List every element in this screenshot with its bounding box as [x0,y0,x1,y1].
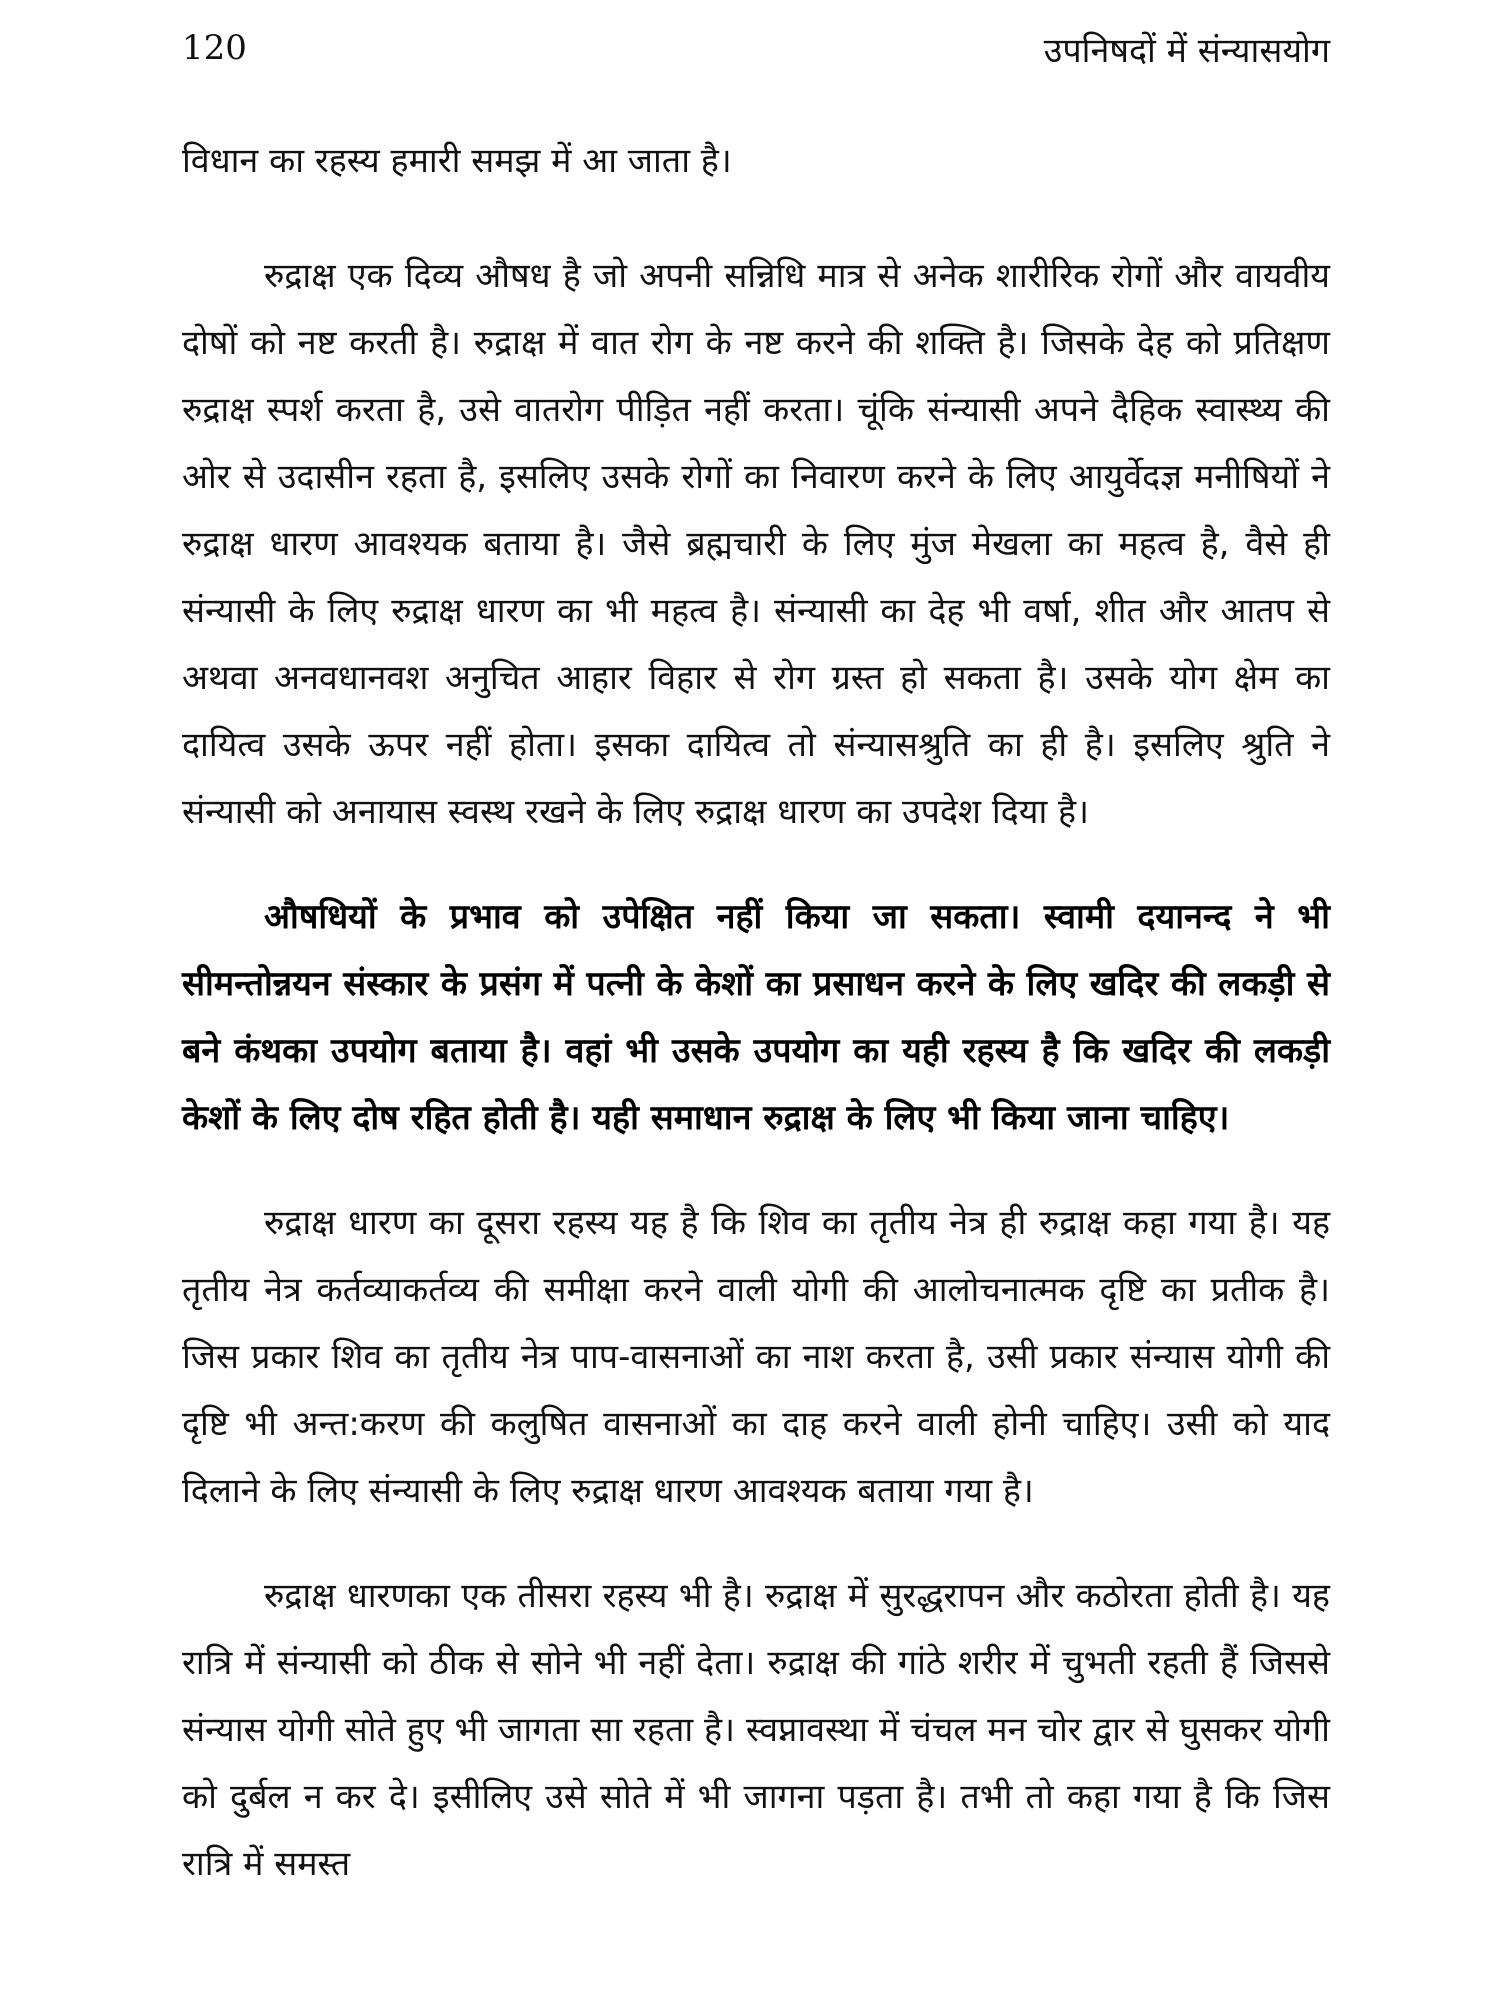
body-text [182,128,1330,1936]
paragraph-rudraksha-medicine: रुद्राक्ष एक दिव्य औषध है जो अपनी सन्निधि मात्र से अनेक शारीरिक रोगों और वायवीय दोषों को नष्ट करती है। रुद्राक्ष में वात रोग के नष्ट करने की शक्ति है। जिसके देह को प्रतिक्षण रुद्राक्ष स्पर्श करता है, उसे वातरोग पीड़ित नहीं करता। चूंकि संन्यासी अपने दैहिक स्वास्थ्य की ओर से उदासीन रहता है, इसलिए उसके रोगों का निवारण करने के लिए आयुर्वेदज्ञ मनीषियों ने रुद्राक्ष धारण आवश्यक बताया है। जैसे ब्रह्मचारी के लिए मुंज मेखला का महत्व है, वैसे ही संन्यासी के लिए रुद्राक्ष धारण का भी महत्व है। संन्यासी का देह भी वर्षा, शीत और आतप से अथवा अनवधानवश अनुचित आहार विहार से रोग ग्रस्त हो सकता है। उसके योग क्षेम का दायित्व उसके ऊपर नहीं होता। इसका दायित्व तो संन्यासश्रुति का ही है। इसलिए श्रुति ने संन्यासी को अनायास स्वस्थ रखने के लिए रुद्राक्ष धारण का उपदेश दिया है। [182,256,1330,832]
paragraph-herbs-effect: औषधियों के प्रभाव को उपेक्षित नहीं किया जा सकता। स्वामी दयानन्द ने भी सीमन्तोन्नयन संस्कार के प्रसंग में पत्नी के केशों का प्रसाधन करने के लिए खदिर की लकड़ी से बने कंथका उपयोग बताया है। वहां भी उसके उपयोग का यही रहस्य है कि खदिर की लकड़ी केशों के लिए दोष रहित होती है। यही समाधान रुद्राक्ष के लिए भी किया जाना चाहिए। [182,897,1330,1138]
paragraph-third-secret: रुद्राक्ष धारणका एक तीसरा रहस्य भी है। रुद्राक्ष में सुरद्धरापन और कठोरता होती है। यह रात्रि में संन्यासी को ठीक से सोने भी नहीं देता। रुद्राक्ष की गांठे शरीर में चुभती रहती हैं जिससे संन्यास योगी सोते हुए भी जागता सा रहता है। स्वप्नावस्था में चंचल मन चोर द्वार से घुसकर योगी को दुर्बल न कर दे। इसीलिए उसे सोते में भी जागना पड़ता है। तभी तो कहा गया है कि जिस रात्रि में समस्त [182,1576,1330,1884]
paragraph-second-secret: रुद्राक्ष धारण का दूसरा रहस्य यह है कि शिव का तृतीय नेत्र ही रुद्राक्ष कहा गया है। यह तृतीय नेत्र कर्तव्याकर्तव्य की समीक्षा करने वाली योगी की आलोचनात्मक दृष्टि का प्रतीक है। जिस प्रकार शिव का तृतीय नेत्र पाप-वासनाओं का नाश करता है, उसी प्रकार संन्यास योगी की दृष्टि भी अन्त:करण की कलुषित वासनाओं का दाह करने वाली होनी चाहिए। उसी को याद दिलाने के लिए संन्यासी के लिए रुद्राक्ष धारण आवश्यक बताया गया है। [182,1203,1330,1511]
page-header [182,22,1330,82]
page-number: 120 [182,28,247,68]
running-title: उपनिषदों में संन्यासयोग [1043,31,1330,71]
paragraph-continuation: विधान का रहस्य हमारी समझ में आ जाता है। [182,141,732,181]
